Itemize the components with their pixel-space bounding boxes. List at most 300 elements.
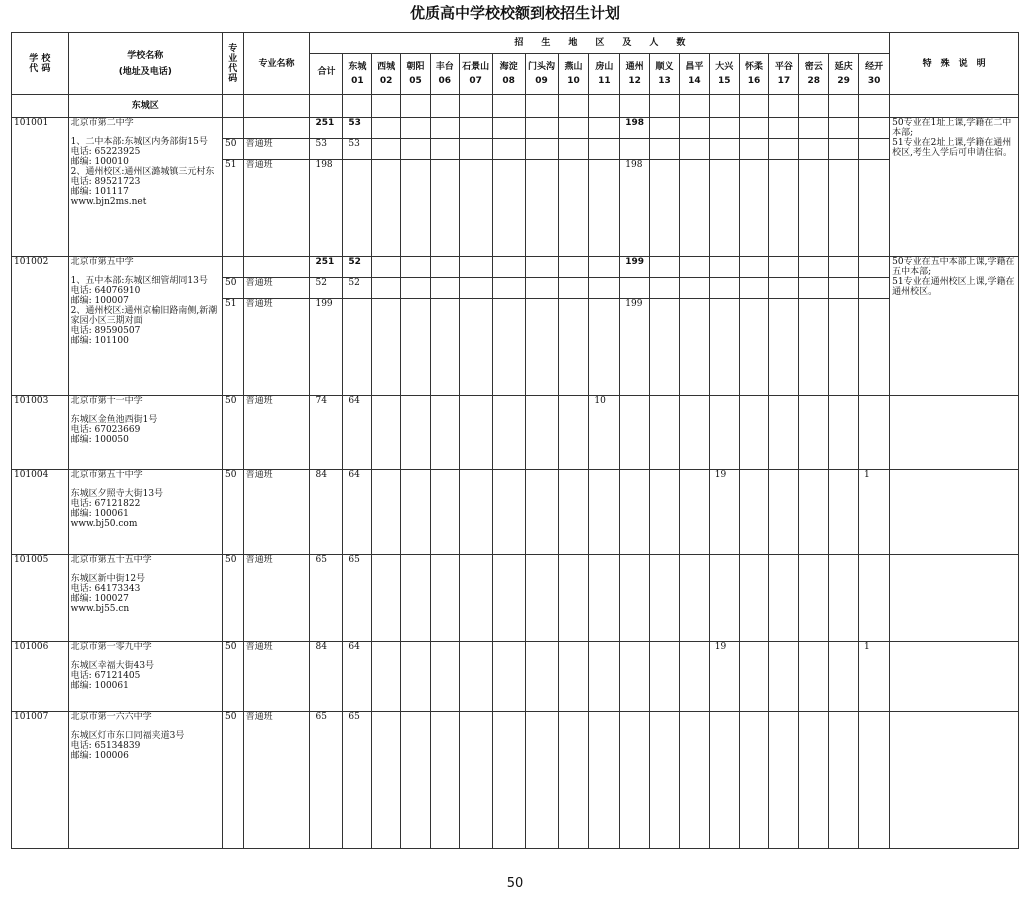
school-name: 北京市第二中学 [70, 118, 134, 128]
value-09 [525, 712, 558, 849]
value-02 [372, 712, 401, 849]
value-11 [589, 278, 620, 299]
value-02 [372, 470, 401, 555]
value-30 [859, 555, 890, 642]
value-05 [401, 470, 431, 555]
value-17 [769, 139, 799, 160]
region-code: 30 [867, 76, 881, 86]
region-code: 29 [837, 76, 850, 86]
region-code: 09 [535, 76, 548, 86]
value-07 [459, 712, 492, 849]
school-name-address [68, 257, 222, 396]
value-08 [492, 555, 525, 642]
value-12: 199 [620, 257, 650, 278]
blank-cell [372, 95, 401, 118]
school-row [12, 396, 1019, 470]
major-code: 50 [223, 396, 244, 470]
school-name: 北京市第一零九中学 [70, 642, 152, 652]
special-note [890, 712, 1019, 849]
value-06 [430, 555, 459, 642]
value-08 [492, 278, 525, 299]
value-02 [372, 160, 401, 257]
header-region-16 [739, 54, 769, 95]
major-code-blank [223, 257, 244, 278]
major-code: 50 [223, 555, 244, 642]
header-region-10 [558, 54, 589, 95]
region-code: 17 [777, 76, 791, 86]
value-14 [679, 278, 709, 299]
header-region-07 [459, 54, 492, 95]
value-13 [650, 470, 680, 555]
value-10 [558, 555, 589, 642]
value-05 [401, 555, 431, 642]
value-08 [492, 396, 525, 470]
value-11 [589, 118, 620, 139]
header-region-14 [679, 54, 709, 95]
header-region-15 [709, 54, 739, 95]
value-06 [430, 642, 459, 712]
header-region-11 [589, 54, 620, 95]
major-code: 50 [223, 278, 244, 299]
major-name: 普通班 [243, 160, 310, 257]
header-special-notes: 特 殊 说 明 [890, 33, 1019, 95]
blank-cell [739, 95, 769, 118]
value-29 [829, 396, 859, 470]
value-13 [650, 257, 680, 278]
value-28 [799, 278, 829, 299]
value-14 [679, 139, 709, 160]
district-blank [12, 95, 69, 118]
value-total: 198 [310, 160, 343, 257]
blank-cell [459, 95, 492, 118]
value-01: 52 [343, 257, 372, 278]
value-total: 84 [310, 470, 343, 555]
blank-cell [829, 95, 859, 118]
school-name: 北京市第五十中学 [70, 470, 143, 480]
value-01: 53 [343, 139, 372, 160]
region-name: 门头沟 [528, 62, 556, 72]
value-29 [829, 470, 859, 555]
school-name-address [68, 642, 222, 712]
value-02 [372, 257, 401, 278]
value-14 [679, 470, 709, 555]
value-10 [558, 257, 589, 278]
value-28 [799, 470, 829, 555]
value-30 [859, 712, 890, 849]
school-address: 东城区幸福大街43号 电话: 67121405 邮编: 100061 [70, 661, 155, 691]
value-10 [558, 160, 589, 257]
district-label: 东城区 [68, 95, 222, 118]
school-address: 1、五中本部:东城区细管胡同13号 电话: 64076910 邮编: 100007 2、通州校区:通州京榆旧路南侧,新潮家园小区三期对面 电话: 89590507 邮编: 101100 [70, 276, 218, 346]
region-name: 怀柔 [745, 62, 764, 72]
region-code: 28 [807, 76, 821, 86]
value-17 [769, 160, 799, 257]
major-name: 普通班 [243, 642, 310, 712]
blank-cell [709, 95, 739, 118]
school-name-address [68, 470, 222, 555]
blank-cell [620, 95, 650, 118]
value-15 [709, 160, 739, 257]
region-name: 海淀 [499, 62, 518, 72]
value-02 [372, 139, 401, 160]
value-10 [558, 299, 589, 396]
value-14 [679, 396, 709, 470]
value-09 [525, 470, 558, 555]
school-name-address [68, 555, 222, 642]
value-12: 199 [620, 299, 650, 396]
value-17 [769, 299, 799, 396]
header-major-code: 专 业 代 码 [223, 33, 244, 95]
value-06 [430, 396, 459, 470]
value-01: 64 [343, 642, 372, 712]
major-name: 普通班 [243, 278, 310, 299]
region-code: 10 [567, 76, 580, 86]
region-name: 经开 [865, 62, 884, 72]
value-12 [620, 278, 650, 299]
school-row [12, 118, 1019, 139]
value-12 [620, 642, 650, 712]
district-row [12, 95, 1019, 118]
value-30 [859, 118, 890, 139]
value-14 [679, 712, 709, 849]
value-28 [799, 299, 829, 396]
value-16 [739, 396, 769, 470]
header-region-12 [620, 54, 650, 95]
school-name-address [68, 118, 222, 257]
region-code: 11 [598, 76, 611, 86]
school-code: 101002 [12, 257, 69, 396]
value-16 [739, 139, 769, 160]
value-11 [589, 299, 620, 396]
special-note [890, 642, 1019, 712]
value-29 [829, 278, 859, 299]
special-note [890, 555, 1019, 642]
header-region-28 [799, 54, 829, 95]
value-17 [769, 257, 799, 278]
value-09 [525, 396, 558, 470]
value-29 [829, 160, 859, 257]
region-name: 燕山 [564, 62, 583, 72]
special-note [890, 396, 1019, 470]
value-07 [459, 642, 492, 712]
region-name: 合计 [317, 67, 336, 77]
value-07 [459, 396, 492, 470]
value-09 [525, 299, 558, 396]
school-code: 101004 [12, 470, 69, 555]
value-total: 84 [310, 642, 343, 712]
header-region-05 [401, 54, 431, 95]
value-09 [525, 160, 558, 257]
value-29 [829, 712, 859, 849]
header-school-name-sub: (地址及电话) [118, 66, 172, 77]
value-14 [679, 555, 709, 642]
value-06 [430, 118, 459, 139]
value-12 [620, 712, 650, 849]
value-16 [739, 160, 769, 257]
value-02 [372, 299, 401, 396]
value-16 [739, 470, 769, 555]
blank-cell [769, 95, 799, 118]
value-15 [709, 299, 739, 396]
value-11 [589, 257, 620, 278]
value-07 [459, 118, 492, 139]
major-code-blank [223, 118, 244, 139]
header-school-name [68, 33, 222, 95]
header-region-13 [650, 54, 680, 95]
value-06 [430, 278, 459, 299]
value-08 [492, 299, 525, 396]
blank-cell [492, 95, 525, 118]
school-name-address [68, 712, 222, 849]
value-14 [679, 642, 709, 712]
value-01: 52 [343, 278, 372, 299]
value-15 [709, 396, 739, 470]
value-12 [620, 139, 650, 160]
value-02 [372, 118, 401, 139]
major-name-blank [243, 118, 310, 139]
value-11 [589, 139, 620, 160]
header-region-01 [343, 54, 372, 95]
header-school-code: 学 校 代 码 [12, 33, 69, 95]
value-01: 65 [343, 712, 372, 849]
value-06 [430, 160, 459, 257]
value-09 [525, 642, 558, 712]
region-code: 15 [717, 76, 731, 86]
value-02 [372, 396, 401, 470]
value-08 [492, 257, 525, 278]
region-code: 16 [747, 76, 761, 86]
region-code: 08 [502, 76, 515, 86]
region-name: 昌平 [685, 62, 704, 72]
value-14 [679, 118, 709, 139]
value-05 [401, 257, 431, 278]
value-29 [829, 299, 859, 396]
value-07 [459, 299, 492, 396]
value-05 [401, 118, 431, 139]
header-region-08 [492, 54, 525, 95]
region-name: 房山 [595, 62, 614, 72]
header-region-09 [525, 54, 558, 95]
value-09 [525, 139, 558, 160]
value-total: 251 [310, 257, 343, 278]
value-30 [859, 160, 890, 257]
blank-cell [401, 95, 431, 118]
major-code: 50 [223, 642, 244, 712]
value-07 [459, 257, 492, 278]
value-29 [829, 118, 859, 139]
value-05 [401, 278, 431, 299]
value-28 [799, 396, 829, 470]
header-region-17 [769, 54, 799, 95]
value-16 [739, 257, 769, 278]
blank-cell [223, 95, 244, 118]
value-13 [650, 139, 680, 160]
school-code: 101005 [12, 555, 69, 642]
major-code: 51 [223, 299, 244, 396]
value-total: 65 [310, 712, 343, 849]
header-region-30 [859, 54, 890, 95]
value-08 [492, 712, 525, 849]
value-11 [589, 712, 620, 849]
value-30: 1 [859, 642, 890, 712]
value-28 [799, 642, 829, 712]
value-10 [558, 118, 589, 139]
major-code: 50 [223, 139, 244, 160]
school-name-address [68, 396, 222, 470]
value-10 [558, 278, 589, 299]
school-address: 东城区金鱼池西街1号 电话: 67023669 邮编: 100050 [70, 415, 158, 445]
value-08 [492, 470, 525, 555]
value-15: 19 [709, 642, 739, 712]
value-05 [401, 139, 431, 160]
major-code: 51 [223, 160, 244, 257]
school-row [12, 555, 1019, 642]
region-code: 06 [438, 76, 452, 86]
value-14 [679, 299, 709, 396]
school-address: 东城区夕照寺大街13号 电话: 67121822 邮编: 100061 www.bj50.com [70, 489, 164, 529]
value-17 [769, 712, 799, 849]
school-code: 101007 [12, 712, 69, 849]
value-08 [492, 642, 525, 712]
value-06 [430, 712, 459, 849]
value-12 [620, 396, 650, 470]
school-code: 101006 [12, 642, 69, 712]
region-name: 朝阳 [406, 62, 425, 72]
blank-cell [589, 95, 620, 118]
value-10 [558, 712, 589, 849]
school-name: 北京市第五中学 [70, 257, 134, 267]
blank-cell [890, 95, 1019, 118]
value-07 [459, 139, 492, 160]
value-01: 64 [343, 470, 372, 555]
value-12: 198 [620, 160, 650, 257]
page-number: 50 [506, 876, 524, 891]
header-major-name: 专业名称 [243, 33, 310, 95]
special-note: 50专业在1址上课,学籍在二中本部; 51专业在2址上课,学籍在通州校区,考生入学后可申请住宿。 [890, 118, 1019, 257]
value-02 [372, 278, 401, 299]
region-code: 07 [469, 76, 482, 86]
major-code: 50 [223, 712, 244, 849]
value-16 [739, 712, 769, 849]
header-row [12, 33, 1019, 54]
value-06 [430, 470, 459, 555]
region-name: 通州 [625, 62, 644, 72]
major-name: 普通班 [243, 470, 310, 555]
value-29 [829, 642, 859, 712]
header-region-total [310, 54, 343, 95]
value-13 [650, 160, 680, 257]
value-total: 199 [310, 299, 343, 396]
value-15 [709, 118, 739, 139]
major-name: 普通班 [243, 396, 310, 470]
school-name: 北京市第五十五中学 [70, 555, 152, 565]
school-address: 1、二中本部:东城区内务部街15号 电话: 65223925 邮编: 100010 2、通州校区:通州区潞城镇三元村东 电话: 89521723 邮编: 101117 www.bjn2ms.net [70, 137, 215, 207]
region-name: 石景山 [462, 62, 490, 72]
page-title: 优质高中学校校额到校招生计划 [409, 4, 620, 22]
value-16 [739, 278, 769, 299]
value-13 [650, 712, 680, 849]
value-01: 53 [343, 118, 372, 139]
value-total: 65 [310, 555, 343, 642]
value-11 [589, 470, 620, 555]
value-28 [799, 160, 829, 257]
major-name: 普通班 [243, 299, 310, 396]
value-07 [459, 278, 492, 299]
region-name: 延庆 [834, 62, 853, 72]
value-30 [859, 278, 890, 299]
value-05 [401, 712, 431, 849]
value-30 [859, 396, 890, 470]
blank-cell [799, 95, 829, 118]
value-total: 52 [310, 278, 343, 299]
value-11 [589, 642, 620, 712]
value-17 [769, 396, 799, 470]
value-05 [401, 299, 431, 396]
value-17 [769, 642, 799, 712]
major-name: 普通班 [243, 555, 310, 642]
blank-cell [430, 95, 459, 118]
value-08 [492, 139, 525, 160]
region-name: 丰台 [435, 62, 454, 72]
value-05 [401, 396, 431, 470]
value-15 [709, 712, 739, 849]
special-note: 50专业在五中本部上课,学籍在五中本部; 51专业在通州校区上课,学籍在通州校区。 [890, 257, 1019, 396]
value-02 [372, 642, 401, 712]
value-13 [650, 118, 680, 139]
value-total: 251 [310, 118, 343, 139]
value-11 [589, 160, 620, 257]
blank-cell [243, 95, 310, 118]
value-17 [769, 555, 799, 642]
header-school-name-main: 学校名称 [127, 50, 164, 61]
value-11 [589, 555, 620, 642]
value-09 [525, 555, 558, 642]
value-09 [525, 257, 558, 278]
value-01: 65 [343, 555, 372, 642]
value-12: 198 [620, 118, 650, 139]
value-29 [829, 257, 859, 278]
value-07 [459, 555, 492, 642]
value-28 [799, 139, 829, 160]
region-code: 05 [409, 76, 422, 86]
value-14 [679, 160, 709, 257]
value-28 [799, 712, 829, 849]
region-name: 东城 [348, 62, 367, 72]
value-30 [859, 139, 890, 160]
school-name: 北京市第一六六中学 [70, 712, 152, 722]
region-name: 顺义 [655, 62, 674, 72]
region-code: 12 [628, 76, 641, 86]
region-code: 13 [658, 76, 671, 86]
special-note [890, 470, 1019, 555]
value-11: 10 [589, 396, 620, 470]
blank-cell [679, 95, 709, 118]
blank-cell [859, 95, 890, 118]
value-09 [525, 278, 558, 299]
value-10 [558, 139, 589, 160]
value-10 [558, 470, 589, 555]
region-name: 密云 [804, 62, 823, 72]
value-total: 53 [310, 139, 343, 160]
value-29 [829, 555, 859, 642]
blank-cell [650, 95, 680, 118]
value-30: 1 [859, 470, 890, 555]
value-16 [739, 555, 769, 642]
value-28 [799, 257, 829, 278]
value-17 [769, 470, 799, 555]
blank-cell [310, 95, 343, 118]
value-06 [430, 257, 459, 278]
